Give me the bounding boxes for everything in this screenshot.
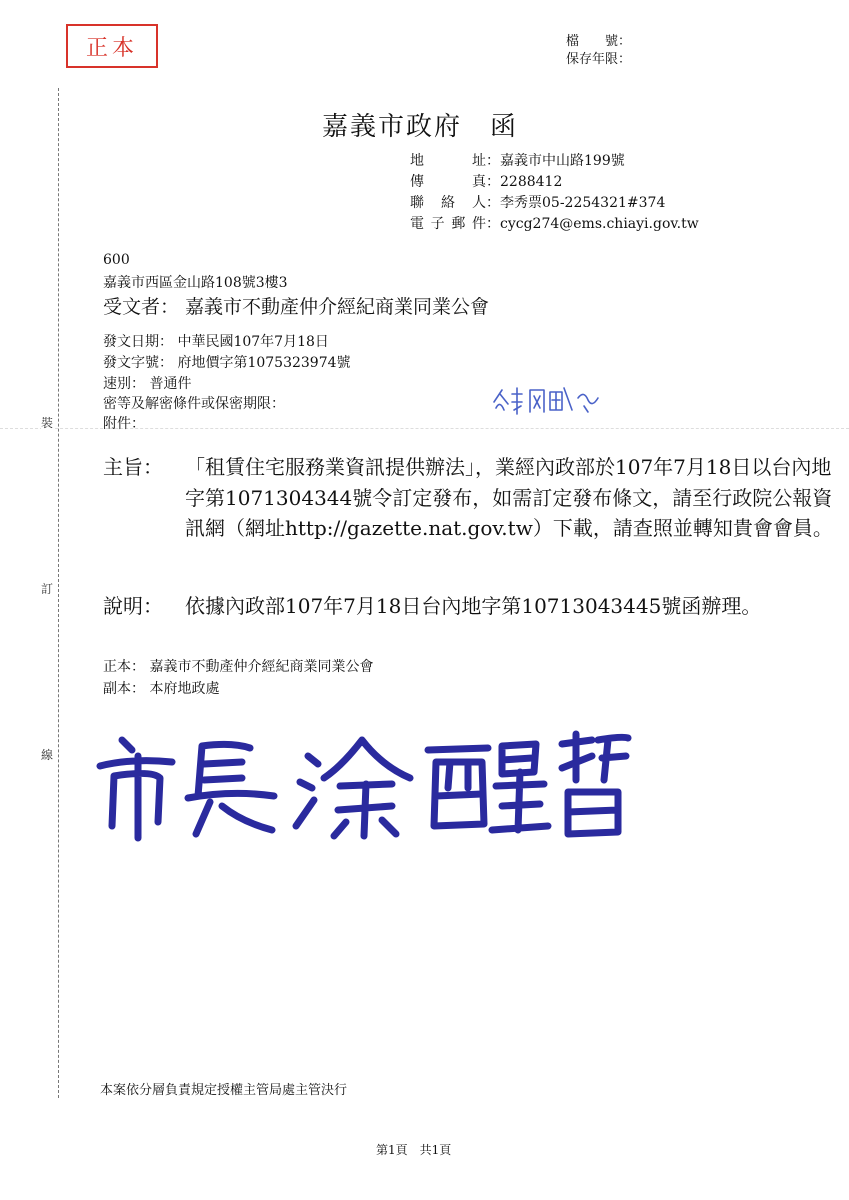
explanation-text: 依據內政部107年7月18日台內地字第10713043445號函辦理。 bbox=[185, 594, 762, 618]
original-copy-stamp: 正本 bbox=[66, 24, 158, 68]
delegation-note: 本案依分層負責規定授權主管局處主管決行 bbox=[100, 1083, 348, 1098]
recipient-address: 嘉義市西區金山路108號3樓3 bbox=[103, 275, 288, 291]
document-title: 嘉義市政府 函 bbox=[322, 112, 519, 142]
email-label: 電子郵件 bbox=[410, 216, 486, 232]
explanation-block bbox=[103, 591, 843, 653]
binding-line bbox=[58, 88, 59, 1098]
secrecy-level: 密等及解密條件或保密期限： bbox=[103, 396, 285, 412]
email-row bbox=[410, 213, 699, 233]
issue-number: 發文字號： 府地價字第1075323974號 bbox=[103, 355, 351, 371]
fax-row bbox=[410, 171, 562, 191]
subject-text: 「租賃住宅服務業資訊提供辦法」，業經內政部於107年7月18日以台內地字第1071304344號令訂定發布，如需訂定發布條文，請至行政院公報資訊網（網址http://gazette.nat.gov.tw）下載，請查照並轉知貴會會員。 bbox=[185, 455, 833, 540]
fax-label: 傳 真 bbox=[410, 174, 486, 190]
email-value: ：cycg274@ems.chiayi.gov.tw bbox=[486, 216, 699, 232]
copy-recipient: 副本： 本府地政處 bbox=[103, 681, 220, 697]
binding-mark-xian: 線 bbox=[41, 748, 54, 762]
contact-label: 聯 絡 人 bbox=[410, 195, 486, 211]
attachment: 附件： bbox=[103, 416, 145, 432]
address-value: ：嘉義市中山路199號 bbox=[486, 153, 625, 169]
fax-value: ：2288412 bbox=[486, 174, 563, 190]
binding-mark-ding: 訂 bbox=[41, 582, 54, 596]
file-number-label: 檔 號： bbox=[566, 34, 632, 49]
explanation-label: 說明： bbox=[103, 594, 163, 618]
page-number: 第1頁 共1頁 bbox=[376, 1143, 452, 1157]
binding-mark-zhuang: 裝 bbox=[41, 416, 54, 430]
subject-block bbox=[103, 452, 843, 582]
handwritten-note bbox=[488, 380, 618, 420]
delivery-speed: 速別： 普通件 bbox=[103, 376, 192, 392]
original-recipient: 正本： 嘉義市不動產仲介經紀商業同業公會 bbox=[103, 659, 374, 675]
recipient: 受文者： 嘉義市不動產仲介經紀商業同業公會 bbox=[103, 296, 490, 318]
address-row bbox=[410, 150, 625, 170]
contact-value: ：李秀票05-2254321#374 bbox=[486, 195, 666, 211]
subject-label: 主旨： bbox=[103, 455, 163, 479]
mayor-signature bbox=[92, 726, 632, 846]
issue-date: 發文日期： 中華民國107年7月18日 bbox=[103, 334, 329, 350]
contact-row bbox=[410, 192, 665, 212]
address-label: 地 址 bbox=[410, 153, 486, 169]
postal-code: 600 bbox=[103, 252, 130, 268]
retention-label: 保存年限： bbox=[566, 52, 632, 67]
